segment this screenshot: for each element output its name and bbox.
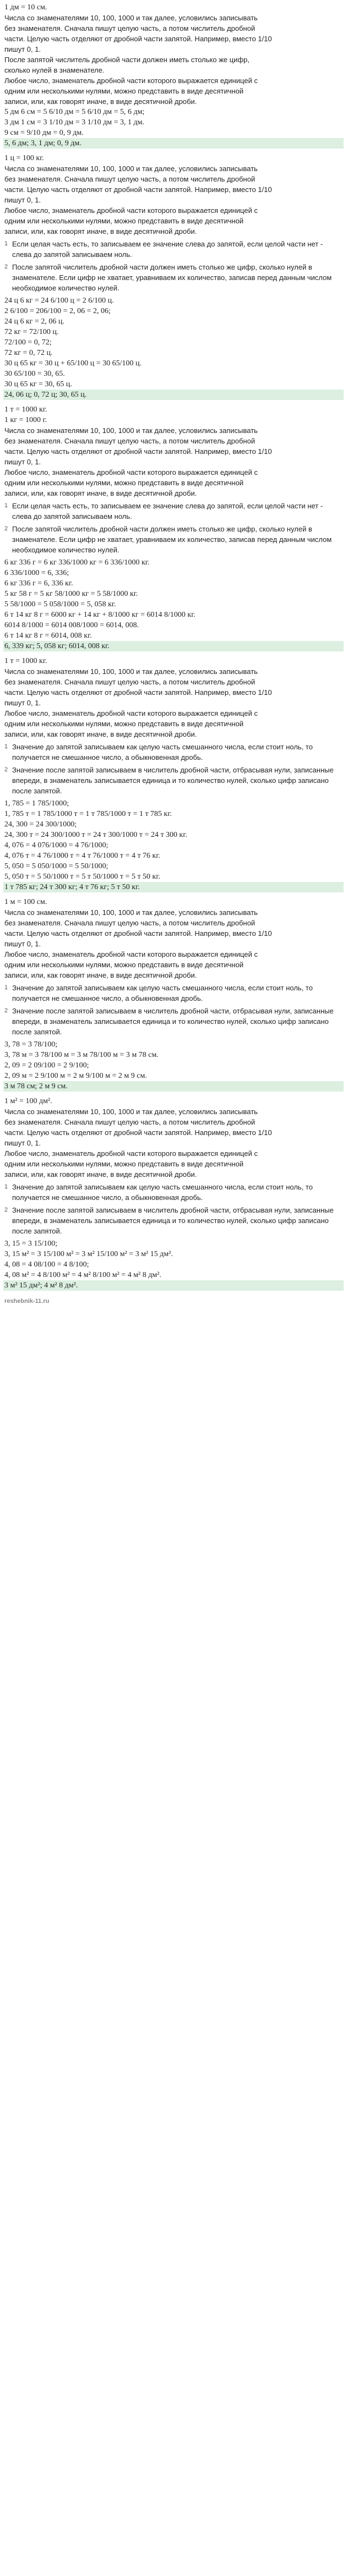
list-item-text: Если целая часть есть, то записываем ее значение слева до запятой, если целой части нет - слева до запятой записываем ноль. bbox=[12, 502, 323, 520]
list-item-text: Значение после запятой записываем в числитель дробной части, отбрасывая нули, записанные впереди, в знаменатель записывается единица и то количество нулей, сколько цифр записано после запятой. bbox=[12, 766, 334, 795]
text-line: Числа со знаменателями 10, 100, 1000 и так далее, условились записывать bbox=[4, 908, 258, 917]
list-number: 2 bbox=[4, 1207, 8, 1213]
math-line: 6 336/1000 = 6, 336; bbox=[4, 569, 69, 577]
list-number: 1 bbox=[4, 240, 8, 247]
section-6 bbox=[4, 1096, 344, 1291]
list-number: 2 bbox=[4, 766, 8, 773]
math-line: 9 см = 9/10 дм = 0, 9 дм. bbox=[4, 129, 84, 137]
math-line: 3, 78 м = 3 78/100 м = 3 м 78/100 м = 3 м 78 см. bbox=[4, 1051, 159, 1059]
math-line: 72 кг = 0, 72 ц. bbox=[4, 349, 53, 357]
text-line: без знаменателя. Сначала пишут целую часть, а потом числитель дробной bbox=[4, 919, 255, 927]
text-line: записи, или, как говорят иначе, в виде десятичной дроби. bbox=[4, 730, 197, 738]
text-line: пишут 0, 1. bbox=[4, 458, 41, 466]
list-item bbox=[4, 742, 344, 763]
math-line: 24, 300 т = 24 300/1000 т = 24 т 300/1000 т = 24 т 300 кг. bbox=[4, 831, 188, 839]
math-line: 5 дм 6 см = 5 6/10 дм = 5 6/10 дм = 5, 6 дм; bbox=[4, 108, 145, 116]
text-line: записи, или, как говорят иначе, в виде десятичной дроби. bbox=[4, 489, 197, 497]
text-line: 1 т = 1000 кг. bbox=[4, 657, 47, 665]
text-line: 1 м² = 100 дм². bbox=[4, 1097, 52, 1105]
math-line: 6 т 14 кг 8 г = 6000 кг + 14 кг + 8/1000 кг = 6014 8/1000 кг. bbox=[4, 611, 195, 619]
section-1 bbox=[4, 2, 344, 149]
text-line: 1 дм = 10 см. bbox=[4, 3, 47, 12]
text-line: Любое число, знаменатель дробной части которого выражается единицей с bbox=[4, 206, 258, 215]
text-line: Числа со знаменателями 10, 100, 1000 и так далее, условились записывать bbox=[4, 1108, 258, 1116]
text-line: части. Целую часть отделяют от дробной части запятой. Например, вместо 1/10 bbox=[4, 1128, 272, 1137]
text-line: сколько нулей в знаменателе. bbox=[4, 66, 105, 74]
text-line: части. Целую часть отделяют от дробной части запятой. Например, вместо 1/10 bbox=[4, 35, 272, 43]
math-line: 3, 78 = 3 78/100; bbox=[4, 1040, 58, 1049]
text-line: одним или несколькими нулями, можно представить в виде десятичной bbox=[4, 217, 244, 225]
list-item bbox=[4, 262, 344, 293]
math-line: 1, 785 = 1 785/1000; bbox=[4, 799, 69, 808]
math-line: 2, 09 м = 2 9/100 м = 2 м 9/100 м = 2 м 9 см. bbox=[4, 1072, 147, 1080]
list-item bbox=[4, 501, 344, 522]
answer-line: 3 м² 15 дм²; 4 м² 8 дм². bbox=[3, 1280, 344, 1291]
math-line: 6 кг 336 г = 6, 336 кг. bbox=[4, 579, 73, 588]
list-item bbox=[4, 1006, 344, 1037]
answer-line: 3 м 78 см; 2 м 9 см. bbox=[3, 1081, 344, 1092]
list-item-text: Значение до запятой записываем как целую часть смешанного числа, если стоит ноль, то получается не смешанное число, а обыкновенная дробь. bbox=[12, 984, 313, 1002]
text-line: одним или несколькими нулями, можно представить в виде десятичной bbox=[4, 479, 244, 487]
list-item bbox=[4, 239, 344, 260]
math-line: 6014 8/1000 = 6014 008/1000 = 6014, 008. bbox=[4, 621, 139, 629]
answer-line: 24, 06 ц; 0, 72 ц; 30, 65 ц. bbox=[3, 390, 344, 400]
text-line: Числа со знаменателями 10, 100, 1000 и так далее, условились записывать bbox=[4, 667, 258, 676]
text-line: записи, или, как говорят иначе, в виде десятичной дроби. bbox=[4, 97, 197, 106]
text-line: части. Целую часть отделяют от дробной части запятой. Например, вместо 1/10 bbox=[4, 688, 272, 697]
math-line: 24 ц 6 кг = 2, 06 ц. bbox=[4, 317, 64, 326]
text-line: Числа со знаменателями 10, 100, 1000 и так далее, условились записывать bbox=[4, 426, 258, 435]
text-line: 1 т = 1000 кг. bbox=[4, 405, 47, 414]
list-item-text: Значение после запятой записываем в числитель дробной части, отбрасывая нули, записанные впереди, в знаменатель записывается единица и то количество нулей, сколько цифр записано после запятой. bbox=[12, 1206, 334, 1235]
text-line: 1 кг = 1000 г. bbox=[4, 416, 47, 424]
list-number: 2 bbox=[4, 525, 8, 532]
text-line: Любое число, знаменатель дробной части которого выражается единицей с bbox=[4, 709, 258, 717]
list-number: 1 bbox=[4, 502, 8, 509]
text-line: пишут 0, 1. bbox=[4, 1139, 41, 1147]
list-item bbox=[4, 524, 344, 555]
text-line: Числа со знаменателями 10, 100, 1000 и так далее, условились записывать bbox=[4, 14, 258, 22]
text-line: одним или несколькими нулями, можно представить в виде десятичной bbox=[4, 87, 244, 95]
math-line: 6 кг 336 г = 6 кг 336/1000 кг = 6 336/1000 кг. bbox=[4, 558, 150, 567]
math-line: 30 ц 65 кг = 30 ц + 65/100 ц = 30 65/100 ц. bbox=[4, 359, 142, 368]
text-line: одним или несколькими нулями, можно представить в виде десятичной bbox=[4, 961, 244, 969]
text-line: После запятой числитель дробной части должен иметь столько же цифр, bbox=[4, 56, 249, 64]
text-line: одним или несколькими нулями, можно представить в виде десятичной bbox=[4, 1160, 244, 1168]
math-line: 6 т 14 кг 8 г = 6014, 008 кг. bbox=[4, 632, 92, 640]
text-line: записи, или, как говорят иначе, в виде десятичной дроби. bbox=[4, 227, 197, 235]
math-line: 5 58/1000 = 5 058/1000 = 5, 058 кг. bbox=[4, 600, 116, 609]
text-line: пишут 0, 1. bbox=[4, 196, 41, 204]
section-5 bbox=[4, 897, 344, 1092]
math-line: 30 ц 65 кг = 30, 65 ц. bbox=[4, 380, 72, 388]
list-item bbox=[4, 1205, 344, 1236]
math-line: 4, 076 = 4 076/1000 = 4 76/1000; bbox=[4, 841, 108, 849]
list-item-text: Значение до запятой записываем как целую часть смешанного числа, если стоит ноль, то получается не смешанное число, а обыкновенная дробь. bbox=[12, 1183, 313, 1202]
answer-line: 5, 6 дм; 3, 1 дм; 0, 9 дм. bbox=[3, 138, 344, 149]
text-line: пишут 0, 1. bbox=[4, 940, 41, 948]
text-line: одним или несколькими нулями, можно представить в виде десятичной bbox=[4, 720, 244, 728]
list-item bbox=[4, 983, 344, 1004]
math-line: 2 6/100 = 206/100 = 2, 06 = 2, 06; bbox=[4, 307, 111, 315]
text-line: без знаменателя. Сначала пишут целую часть, а потом числитель дробной bbox=[4, 678, 255, 686]
list-item-text: После запятой числитель дробной части должен иметь столько же цифр, сколько нулей в знаменателе. Если цифр не хватает, уравниваем их количество, записав перед данным числом необходимое количество нулей. bbox=[12, 525, 332, 554]
text-line: записи, или, как говорят иначе, в виде десятичной дроби. bbox=[4, 1170, 197, 1179]
text-line: Любое число, знаменатель дробной части которого выражается единицей с bbox=[4, 950, 258, 958]
list-item-text: После запятой числитель дробной части должен иметь столько же цифр, сколько нулей в знаменателе. Если цифр не хватает, уравниваем их количество, записав перед данным числом необходимое количество нулей. bbox=[12, 263, 332, 292]
math-line: 2, 09 = 2 09/100 = 2 9/100; bbox=[4, 1061, 89, 1070]
text-line: без знаменателя. Сначала пишут целую часть, а потом числитель дробной bbox=[4, 437, 255, 445]
list-number: 1 bbox=[4, 743, 8, 750]
math-line: 72 кг = 72/100 ц. bbox=[4, 328, 59, 336]
list-number: 1 bbox=[4, 984, 8, 991]
text-line: пишут 0, 1. bbox=[4, 45, 41, 53]
math-line: 3 дм 1 см = 3 1/10 дм = 3 1/10 дм = 3, 1 дм. bbox=[4, 118, 144, 127]
math-line: 72/100 = 0, 72; bbox=[4, 338, 52, 347]
text-line: без знаменателя. Сначала пишут целую часть, а потом числитель дробной bbox=[4, 175, 255, 183]
answer-line: 6, 339 кг; 5, 058 кг; 6014, 008 кг. bbox=[3, 641, 344, 651]
text-line: 1 м = 100 см. bbox=[4, 898, 47, 906]
text-line: Любое число, знаменатель дробной части которого выражается единицей с bbox=[4, 76, 258, 85]
math-line: 30 65/100 = 30, 65. bbox=[4, 370, 65, 378]
watermark: reshebnik-11.ru bbox=[4, 1298, 50, 1305]
list-item-text: Значение после запятой записываем в числитель дробной части, отбрасывая нули, записанные впереди, в знаменатель записывается единица и то количество нулей, сколько цифр записано после запятой. bbox=[12, 1007, 334, 1036]
list-item bbox=[4, 765, 344, 796]
text-line: без знаменателя. Сначала пишут целую часть, а потом числитель дробной bbox=[4, 1118, 255, 1126]
math-line: 4, 076 т = 4 76/1000 т = 4 т 76/1000 т = 4 т 76 кг. bbox=[4, 852, 161, 860]
section-3 bbox=[4, 404, 344, 651]
math-line: 5, 050 т = 5 50/1000 т = 5 т 50/1000 т = 5 т 50 кг. bbox=[4, 873, 161, 881]
math-line: 1, 785 т = 1 785/1000 т = 1 т 785/1000 т = 1 т 785 кг. bbox=[4, 810, 172, 818]
text-line: Любое число, знаменатель дробной части которого выражается единицей с bbox=[4, 1149, 258, 1158]
text-line: без знаменателя. Сначала пишут целую часть, а потом числитель дробной bbox=[4, 24, 255, 32]
text-line: Числа со знаменателями 10, 100, 1000 и так далее, условились записывать bbox=[4, 165, 258, 173]
math-line: 4, 08 = 4 08/100 = 4 8/100; bbox=[4, 1260, 89, 1269]
math-line: 3, 15 = 3 15/100; bbox=[4, 1240, 58, 1248]
section-2 bbox=[4, 153, 344, 400]
list-item bbox=[4, 1182, 344, 1203]
text-line: пишут 0, 1. bbox=[4, 699, 41, 707]
math-line: 5 кг 58 г = 5 кг 58/1000 кг = 5 58/1000 кг. bbox=[4, 590, 138, 598]
list-item-text: Значение до запятой записываем как целую часть смешанного числа, если стоит ноль, то получается не смешанное число, а обыкновенная дробь. bbox=[12, 743, 313, 761]
text-line: Любое число, знаменатель дробной части которого выражается единицей с bbox=[4, 468, 258, 476]
text-line: части. Целую часть отделяют от дробной части запятой. Например, вместо 1/10 bbox=[4, 447, 272, 456]
math-line: 24 ц 6 кг = 24 6/100 ц = 2 6/100 ц. bbox=[4, 297, 114, 305]
list-item-text: Если целая часть есть, то записываем ее значение слева до запятой, если целой части нет - слева до запятой записываем ноль. bbox=[12, 240, 323, 259]
text-line: 1 ц = 100 кг. bbox=[4, 154, 44, 162]
math-line: 3, 15 м² = 3 15/100 м² = 3 м² 15/100 м² = 3 м² 15 дм². bbox=[4, 1250, 173, 1258]
math-line: 5, 050 = 5 050/1000 = 5 50/1000; bbox=[4, 862, 108, 870]
text-line: части. Целую часть отделяют от дробной части запятой. Например, вместо 1/10 bbox=[4, 929, 272, 938]
list-number: 2 bbox=[4, 264, 8, 270]
text-line: записи, или, как говорят иначе, в виде десятичной дроби. bbox=[4, 971, 197, 979]
math-line: 4, 08 м² = 4 8/100 м² = 4 м² 8/100 м² = 4 м² 8 дм². bbox=[4, 1271, 161, 1279]
list-number: 2 bbox=[4, 1007, 8, 1014]
list-number: 1 bbox=[4, 1183, 8, 1190]
answer-line: 1 т 785 кг; 24 т 300 кг; 4 т 76 кг; 5 т 50 кг. bbox=[3, 882, 344, 892]
text-line: части. Целую часть отделяют от дробной части запятой. Например, вместо 1/10 bbox=[4, 185, 272, 194]
math-line: 24, 300 = 24 300/1000; bbox=[4, 820, 77, 829]
section-4 bbox=[4, 656, 344, 892]
